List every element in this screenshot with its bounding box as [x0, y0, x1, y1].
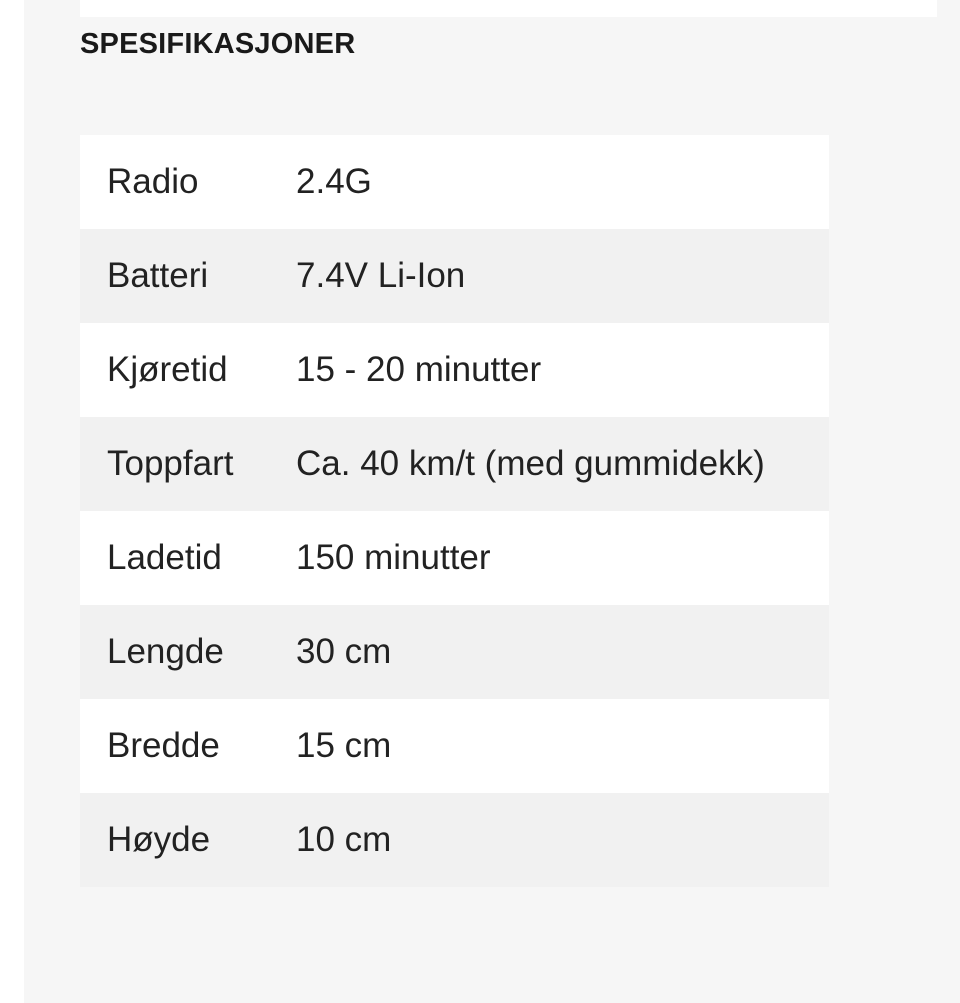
spec-row-bredde — [80, 699, 829, 793]
spec-label: Lengde — [107, 632, 224, 671]
spec-value: 7.4V Li-Ion — [296, 256, 466, 295]
spec-label: Toppfart — [107, 444, 234, 483]
spec-value: 2.4G — [296, 162, 372, 201]
spec-value: 15 cm — [296, 726, 392, 765]
spec-label: Batteri — [107, 256, 209, 295]
spec-table — [80, 135, 829, 887]
spec-label: Bredde — [107, 726, 220, 765]
spec-value: 150 minutter — [296, 538, 491, 577]
spec-label: Høyde — [107, 820, 211, 859]
spec-label: Ladetid — [107, 538, 222, 577]
spec-row-kjoretid — [80, 323, 829, 417]
spec-value: Ca. 40 km/t (med gummidekk) — [296, 444, 765, 483]
spec-value: 30 cm — [296, 632, 392, 671]
top-card-edge — [80, 0, 937, 17]
spec-label: Kjøretid — [107, 350, 228, 389]
spec-row-hoyde — [80, 793, 829, 887]
spec-label: Radio — [107, 162, 199, 201]
section-title: SPESIFIKASJONER — [80, 28, 356, 60]
spec-row-batteri — [80, 229, 829, 323]
spec-row-ladetid — [80, 511, 829, 605]
spec-value: 15 - 20 minutter — [296, 350, 542, 389]
spec-value: 10 cm — [296, 820, 392, 859]
spec-row-toppfart — [80, 417, 829, 511]
spec-row-radio — [80, 135, 829, 229]
spec-row-lengde — [80, 605, 829, 699]
